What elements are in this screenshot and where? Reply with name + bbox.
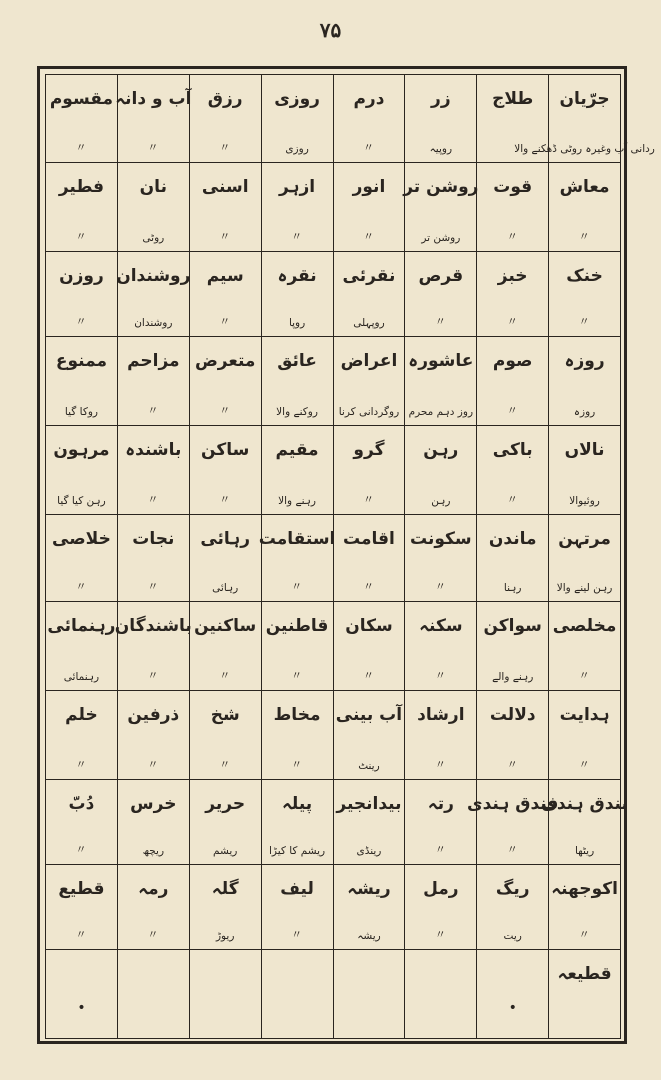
- entry-gloss: ریشم: [213, 845, 238, 858]
- entry-gloss: رہائی: [212, 582, 239, 595]
- ditto-mark: 〃: [362, 492, 375, 506]
- table-cell: [46, 252, 118, 337]
- entry-word: سیم: [206, 266, 244, 286]
- table-cell: [117, 515, 189, 602]
- entry-gloss: رہنا: [503, 582, 522, 595]
- entry-word: مرہون: [53, 440, 110, 460]
- ditto-mark: 〃: [219, 140, 232, 154]
- ditto-mark: 〃: [147, 579, 160, 593]
- entry-word: ازہر: [278, 177, 316, 197]
- ditto-mark: 〃: [75, 140, 88, 154]
- entry-word: رہنمائی: [47, 616, 116, 636]
- entry-gloss: رہنے والے: [492, 671, 534, 684]
- entry-word: رمل: [423, 879, 459, 899]
- entry-word: درم: [353, 89, 385, 109]
- entry-gloss: روگردانی کرنا: [338, 406, 400, 419]
- table-cell: [114, 602, 192, 691]
- entry-word: فندق ہندی: [467, 794, 559, 814]
- table-cell: [405, 337, 477, 426]
- table-cell: [549, 691, 621, 780]
- entry-gloss: روٹی: [142, 232, 165, 245]
- table-cell: [514, 75, 655, 163]
- entry-word: سکان: [345, 616, 393, 636]
- table-cell: [549, 515, 621, 602]
- table-row: [46, 515, 621, 602]
- table-cell: [405, 75, 477, 163]
- ditto-mark: 〃: [219, 403, 232, 417]
- table-cell: [333, 252, 405, 337]
- table-cell: [261, 780, 333, 865]
- page-number: ۷۵: [319, 18, 342, 42]
- entry-gloss: ردانی آب وغیرہ روٹی ڈھکنے والا: [514, 143, 655, 156]
- ditto-mark: 〃: [75, 927, 88, 941]
- entry-gloss: روپا: [288, 317, 306, 330]
- entry-word: روزی: [274, 89, 320, 109]
- ditto-mark: 〃: [219, 668, 232, 682]
- table-cell: [477, 515, 549, 602]
- table-cell: [189, 691, 261, 780]
- entry-word: باکی: [492, 440, 533, 460]
- ditto-mark: 〃: [147, 492, 160, 506]
- entry-gloss: رہنے والا: [278, 495, 316, 508]
- entry-gloss: ریشم کا کیڑا: [269, 845, 326, 858]
- entry-gloss: روئیوالا: [569, 495, 600, 508]
- ditto-mark: 〃: [75, 579, 88, 593]
- table-cell: [477, 163, 549, 252]
- table-cell: [405, 252, 477, 337]
- table-cell: [261, 426, 333, 515]
- table-row: [46, 337, 621, 426]
- entry-gloss: رہنمائی: [63, 671, 100, 684]
- table-cell: [258, 515, 336, 602]
- ditto-mark: 〃: [147, 668, 160, 682]
- ditto-mark: 〃: [434, 927, 447, 941]
- entry-word: سواکن: [483, 616, 542, 636]
- table-cell: [46, 337, 118, 426]
- ditto-mark: 〃: [506, 403, 519, 417]
- table-cell: [549, 252, 621, 337]
- entry-word: خلاصی: [52, 529, 111, 549]
- table-row: [46, 780, 621, 865]
- entry-word: گرو: [353, 440, 385, 460]
- ditto-mark: 〃: [147, 927, 160, 941]
- entry-word: رمہ: [138, 879, 169, 899]
- table-cell: [405, 865, 477, 950]
- entry-word: خلم: [65, 705, 98, 725]
- entry-word: آب و دانہ: [115, 89, 192, 109]
- entry-word: روشندان: [116, 266, 191, 286]
- entry-word: مخاط: [273, 705, 321, 725]
- table-cell: [541, 780, 628, 865]
- ditto-mark: 〃: [506, 229, 519, 243]
- table-cell: [261, 337, 333, 426]
- ditto-mark: 〃: [434, 579, 447, 593]
- table-cell: [189, 337, 261, 426]
- ditto-mark: 〃: [219, 229, 232, 243]
- entry-word: قاطنین: [265, 616, 329, 636]
- ditto-mark: 〃: [362, 668, 375, 682]
- entry-word: فطیر: [58, 177, 105, 197]
- entry-word: صوم: [492, 351, 533, 371]
- entry-gloss: رہن: [431, 495, 451, 508]
- table-row: [46, 426, 621, 515]
- entry-word: ساکنین: [194, 616, 257, 636]
- table-cell: [405, 691, 477, 780]
- ditto-mark: 〃: [147, 757, 160, 771]
- table-cell: [46, 602, 118, 691]
- entry-gloss: رہن کیا گیا: [57, 495, 106, 508]
- entry-gloss: رینڈی: [356, 845, 382, 858]
- table-cell: [405, 780, 477, 865]
- ditto-mark: 〃: [434, 314, 447, 328]
- entry-gloss: ریٹھا: [574, 845, 595, 858]
- ditto-mark: 〃: [578, 314, 591, 328]
- table-cell: [46, 691, 118, 780]
- entry-word: دلالت: [489, 705, 536, 725]
- ditto-mark: 〃: [506, 314, 519, 328]
- entry-word: خنک: [566, 266, 603, 286]
- table-cell: [477, 337, 549, 426]
- entry-gloss: روزہ: [573, 406, 596, 419]
- ditto-mark: 〃: [578, 668, 591, 682]
- ditto-mark: 〃: [75, 757, 88, 771]
- entry-word: قوت: [493, 177, 533, 197]
- ditto-mark: 〃: [75, 314, 88, 328]
- entry-word: اعراض: [340, 351, 398, 371]
- entry-gloss: روکا گیا: [64, 406, 98, 419]
- ditto-mark: 〃: [147, 140, 160, 154]
- entry-word: مقسوم: [49, 89, 114, 109]
- entry-gloss: ریوڑ: [215, 930, 235, 943]
- table-row: [46, 950, 621, 1039]
- entry-word: ریشہ: [347, 879, 391, 899]
- table-cell: [549, 426, 621, 515]
- entry-word: اکوجھنہ: [551, 879, 618, 899]
- entry-gloss: رینٹ: [358, 760, 380, 773]
- entry-word: مخلصی: [552, 616, 617, 636]
- entry-word: رہائی: [200, 529, 251, 549]
- table-cell: [333, 780, 405, 865]
- table-cell: [477, 865, 549, 950]
- entry-gloss: روزی: [285, 143, 309, 156]
- table-cell: [46, 780, 118, 865]
- table-cell: [46, 426, 118, 515]
- table-cell: [117, 337, 189, 426]
- entry-gloss: روپہلی: [353, 317, 385, 330]
- entry-word: ممنوع: [55, 351, 108, 371]
- table-cell: [117, 426, 189, 515]
- table-cell: [405, 163, 477, 252]
- entry-word: حریر: [205, 794, 246, 814]
- table-cell: [261, 691, 333, 780]
- ditto-mark: 〃: [291, 579, 304, 593]
- entry-word: خرس: [130, 794, 177, 814]
- table-cell: [333, 691, 405, 780]
- entry-word: طلاج: [492, 89, 534, 109]
- entry-word: قطیع: [58, 879, 105, 899]
- entry-word: روشن تر: [403, 177, 479, 197]
- table-cell: [333, 602, 405, 691]
- table-cell: [261, 163, 333, 252]
- ditto-mark: 〃: [578, 927, 591, 941]
- table-cell: [117, 950, 189, 1039]
- table-cell: [189, 950, 261, 1039]
- table-cell: [117, 691, 189, 780]
- entry-word: بیدانجیر: [336, 794, 402, 814]
- ditto-mark: 〃: [219, 314, 232, 328]
- entry-word: ذرفین: [127, 705, 180, 725]
- table-cell: [261, 865, 333, 950]
- ditto-mark: 〃: [291, 668, 304, 682]
- table-cell: [405, 515, 477, 602]
- entry-word: نقرئی: [342, 266, 396, 286]
- table-cell: [261, 602, 333, 691]
- entry-word: ریگ: [495, 879, 530, 899]
- table-cell: [117, 780, 189, 865]
- table-cell: [261, 950, 333, 1039]
- entry-word: شخ: [210, 705, 240, 725]
- table-cell: [405, 950, 477, 1039]
- entry-word: اقامت: [343, 529, 395, 549]
- table-row: [46, 75, 621, 163]
- entry-gloss: روز دہم محرم: [408, 406, 474, 419]
- table-cell: [405, 426, 477, 515]
- entry-gloss: روپیہ: [429, 143, 453, 156]
- table-cell: [189, 426, 261, 515]
- table-cell: [333, 515, 405, 602]
- table-cell: [117, 865, 189, 950]
- entry-word: مزاحم: [127, 351, 180, 371]
- entry-gloss: رہن لینے والا: [556, 582, 613, 595]
- ditto-mark: 〃: [362, 140, 375, 154]
- entry-word: رزق: [207, 89, 243, 109]
- table-cell: [333, 75, 405, 163]
- entry-word: باشندہ: [125, 440, 182, 460]
- table-cell: [549, 337, 621, 426]
- entry-word: نالاں: [564, 440, 605, 460]
- entry-word: استقامت: [258, 529, 336, 549]
- table-cell: [333, 865, 405, 950]
- entry-word: نان: [139, 177, 167, 197]
- table-row: [46, 602, 621, 691]
- table-cell: [549, 602, 621, 691]
- table-cell: [549, 163, 621, 252]
- table-row: [46, 691, 621, 780]
- table-cell: [46, 950, 118, 1039]
- entry-gloss: ریشہ: [357, 930, 381, 943]
- table-cell: [46, 75, 118, 163]
- table-cell: [333, 163, 405, 252]
- table-cell: [477, 252, 549, 337]
- ditto-mark: 〃: [147, 403, 160, 417]
- entry-word: ہدایت: [559, 705, 610, 725]
- entry-word: نقرہ: [277, 266, 317, 286]
- ditto-mark: 〃: [362, 229, 375, 243]
- entry-word: سکونت: [409, 529, 472, 549]
- ditto-mark: 〃: [434, 757, 447, 771]
- ditto-mark: 〃: [506, 492, 519, 506]
- table-cell: [46, 865, 118, 950]
- table-cell: [189, 602, 261, 691]
- entry-word: قطیعہ: [557, 964, 612, 984]
- entry-gloss: ریچھ: [142, 845, 165, 858]
- ditto-mark: 〃: [219, 757, 232, 771]
- ditto-mark: 〃: [506, 842, 519, 856]
- ditto-mark: 〃: [291, 757, 304, 771]
- table-cell: [477, 602, 549, 691]
- ditto-mark: 〃: [291, 927, 304, 941]
- entry-gloss: روشندان: [134, 317, 173, 330]
- table-cell: [477, 950, 549, 1039]
- entry-word: رتہ: [427, 794, 454, 814]
- table-cell: [46, 515, 118, 602]
- entry-gloss: روکنے والا: [276, 406, 318, 419]
- ink-dot: •: [77, 1000, 86, 1016]
- table-cell: [189, 515, 261, 602]
- entry-word: مرتہن: [558, 529, 611, 549]
- table-cell: [261, 75, 333, 163]
- entry-word: عاشورہ: [408, 351, 474, 371]
- table-cell: [333, 950, 405, 1039]
- table-cell: [333, 426, 405, 515]
- ditto-mark: 〃: [75, 842, 88, 856]
- entry-word: پیلہ: [281, 794, 313, 814]
- ditto-mark: 〃: [434, 842, 447, 856]
- entry-word: ماندن: [488, 529, 537, 549]
- table-cell: [261, 252, 333, 337]
- entry-word: بندق ہندی: [541, 794, 628, 814]
- table-row: [46, 252, 621, 337]
- entry-word: ساکن: [201, 440, 250, 460]
- entry-word: روزہ: [564, 351, 605, 371]
- entry-word: متعرض: [194, 351, 256, 371]
- table-row: [46, 865, 621, 950]
- table-cell: [549, 865, 621, 950]
- ditto-mark: 〃: [291, 229, 304, 243]
- table-row: [46, 163, 621, 252]
- table-cell: [405, 602, 477, 691]
- table-cell: [117, 252, 189, 337]
- entry-word: گلہ: [211, 879, 239, 899]
- entry-word: رہن: [423, 440, 459, 460]
- entry-word: مقیم: [275, 440, 319, 460]
- ditto-mark: 〃: [219, 492, 232, 506]
- entry-word: قرص: [418, 266, 464, 286]
- table-cell: [189, 163, 261, 252]
- glossary-table: [45, 74, 655, 1039]
- entry-word: خبز: [497, 266, 528, 286]
- table-cell: [189, 252, 261, 337]
- entry-word: لیف: [280, 879, 314, 899]
- entry-word: معاش: [559, 177, 610, 197]
- entry-word: جرّیان: [559, 89, 610, 109]
- table-cell: [467, 780, 559, 865]
- table-cell: [477, 426, 549, 515]
- entry-word: دُبّ: [68, 794, 95, 814]
- entry-word: زر: [431, 89, 451, 109]
- table-cell: [117, 163, 189, 252]
- entry-word: آب بینی: [335, 705, 403, 725]
- ditto-mark: 〃: [75, 229, 88, 243]
- entry-word: باشندگان: [114, 616, 192, 636]
- table-cell: [189, 75, 261, 163]
- entry-word: روزن: [59, 266, 104, 286]
- entry-word: اسنی: [201, 177, 249, 197]
- table-cell: [189, 865, 261, 950]
- table-cell: [477, 691, 549, 780]
- entry-word: نجات: [132, 529, 175, 549]
- entry-word: انور: [352, 177, 386, 197]
- entry-word: عائق: [277, 351, 317, 371]
- table-cell: [46, 163, 118, 252]
- entry-gloss: ریت: [503, 930, 522, 943]
- entry-gloss: روشن تر: [421, 232, 461, 245]
- ink-dot: •: [508, 1000, 517, 1016]
- ditto-mark: 〃: [434, 668, 447, 682]
- ditto-mark: 〃: [578, 229, 591, 243]
- table-cell: [189, 780, 261, 865]
- ditto-mark: 〃: [362, 579, 375, 593]
- table-cell: [115, 75, 192, 163]
- ditto-mark: 〃: [578, 757, 591, 771]
- table-cell: [549, 950, 621, 1039]
- entry-word: سکنہ: [419, 616, 463, 636]
- table-cell: [333, 337, 405, 426]
- entry-word: ارشاد: [417, 705, 465, 725]
- ditto-mark: 〃: [506, 757, 519, 771]
